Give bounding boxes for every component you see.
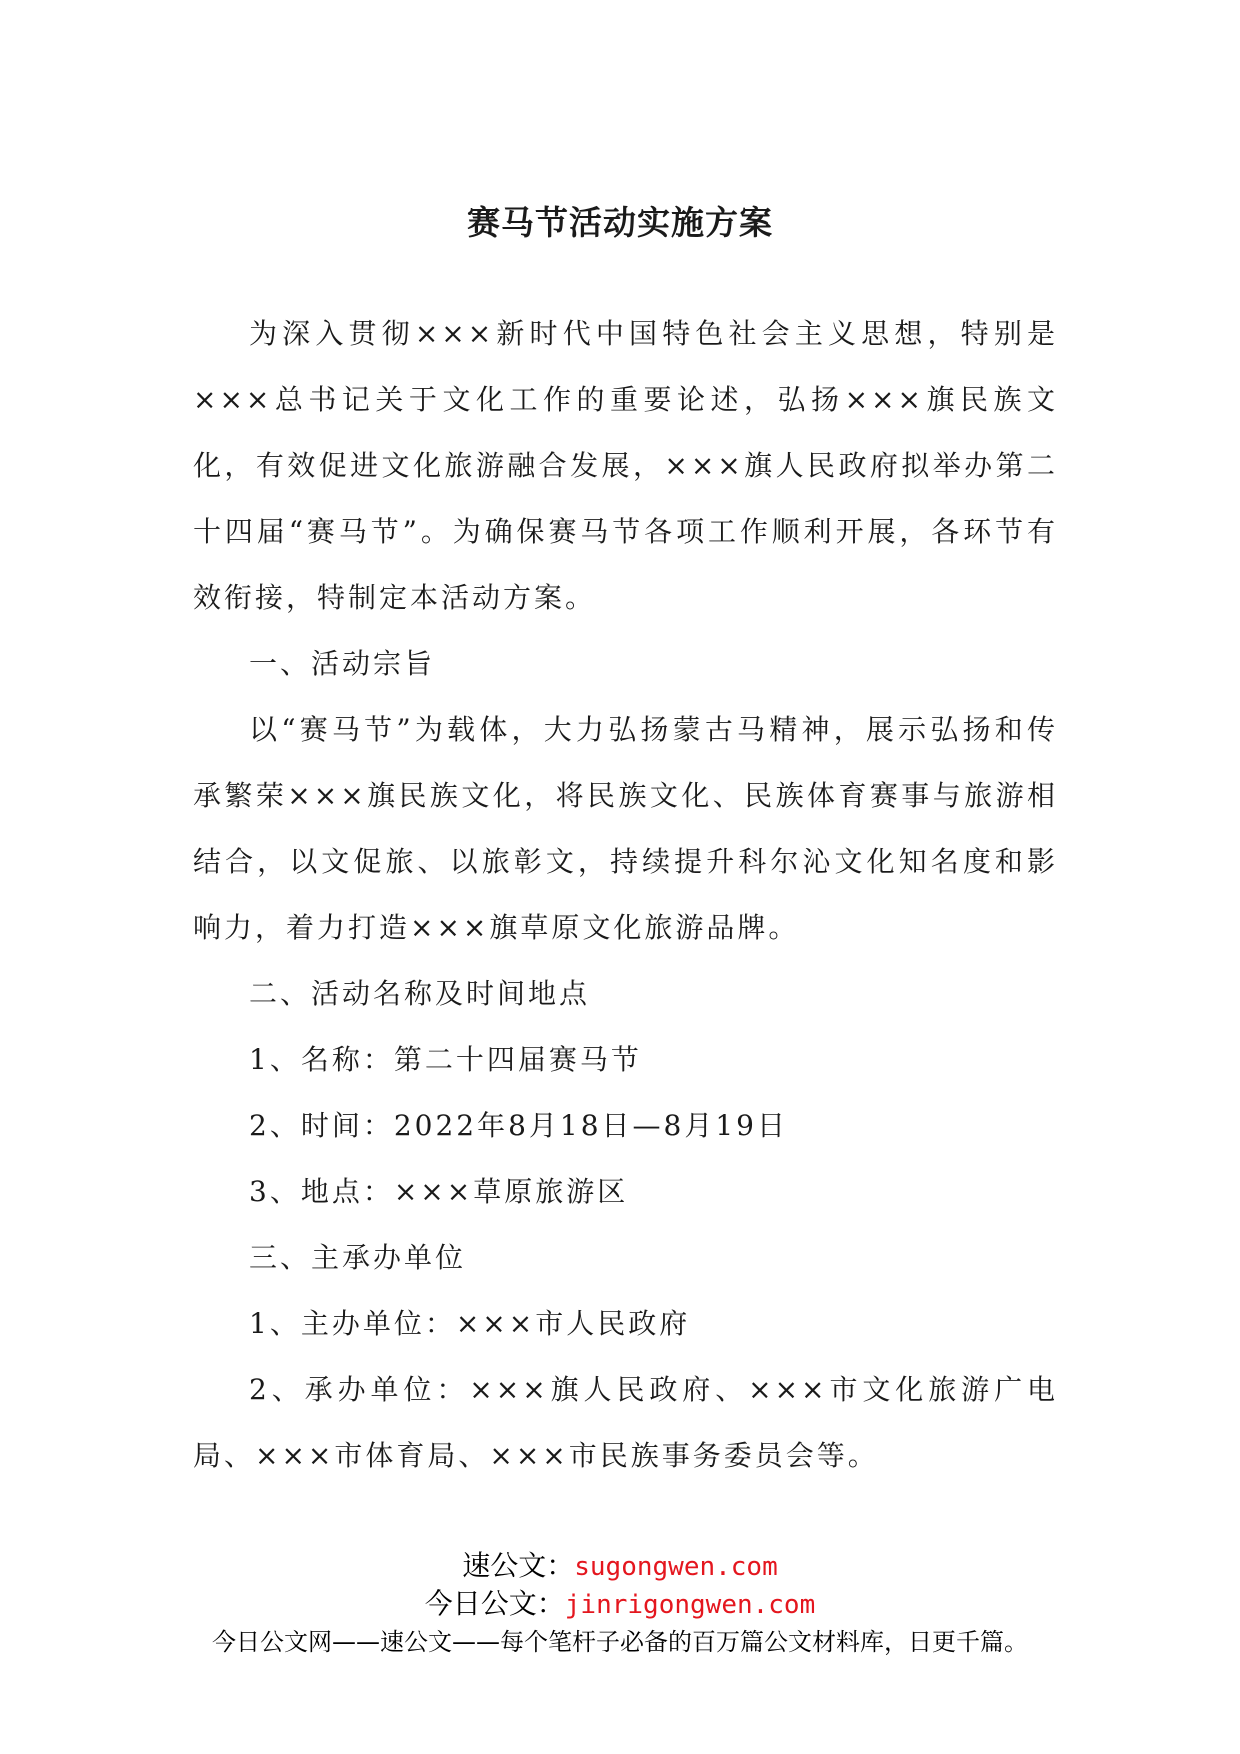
footer-slogan: 今日公文网——速公文——每个笔杆子必备的百万篇公文材料库，日更千篇。	[212, 1628, 1028, 1656]
footer-line-sugongwen	[0, 1548, 1240, 1585]
section-heading-organizers: 三、主承办单位	[249, 1241, 467, 1274]
co-organizer-item: 2、承办单位：×××旗人民政府、×××市文化旅游广电局、×××市体育局、×××市民族事务委员会等。	[193, 1373, 1058, 1472]
jinrigongwen-link[interactable]: jinrigongwen.com	[564, 1590, 816, 1620]
section-heading-purpose: 一、活动宗旨	[249, 647, 436, 680]
footer-label-jinrigongwen: 今日公文：	[424, 1587, 565, 1620]
event-time-item: 2、时间：2022年8月18日—8月19日	[249, 1109, 788, 1142]
footer-label-sugongwen: 速公文：	[462, 1549, 575, 1582]
event-name-item: 1、名称：第二十四届赛马节	[249, 1043, 642, 1076]
section-heading-name-time-place: 二、活动名称及时间地点	[249, 977, 591, 1010]
intro-paragraph: 为深入贯彻×××新时代中国特色社会主义思想，特别是×××总书记关于文化工作的重要论述，弘扬×××旗民族文化，有效促进文化旅游融合发展，×××旗人民政府拟举办第二十四届“赛马节”。为确保赛马节各项工作顺利开展，各环节有效衔接，特制定本活动方案。	[193, 317, 1058, 614]
event-place-item: 3、地点：×××草原旅游区	[249, 1175, 629, 1208]
purpose-paragraph: 以“赛马节”为载体，大力弘扬蒙古马精神，展示弘扬和传承繁荣×××旗民族文化，将民族文化、民族体育赛事与旅游相结合，以文促旅、以旅彰文，持续提升科尔沁文化知名度和影响力，着力打造×××旗草原文化旅游品牌。	[193, 713, 1058, 944]
sugongwen-link[interactable]: sugongwen.com	[574, 1552, 778, 1582]
document-title: 赛马节活动实施方案	[467, 203, 773, 242]
host-organizer-item: 1、主办单位：×××市人民政府	[249, 1307, 691, 1340]
footer-line-jinrigongwen	[0, 1586, 1240, 1623]
document-body	[193, 301, 1058, 1489]
